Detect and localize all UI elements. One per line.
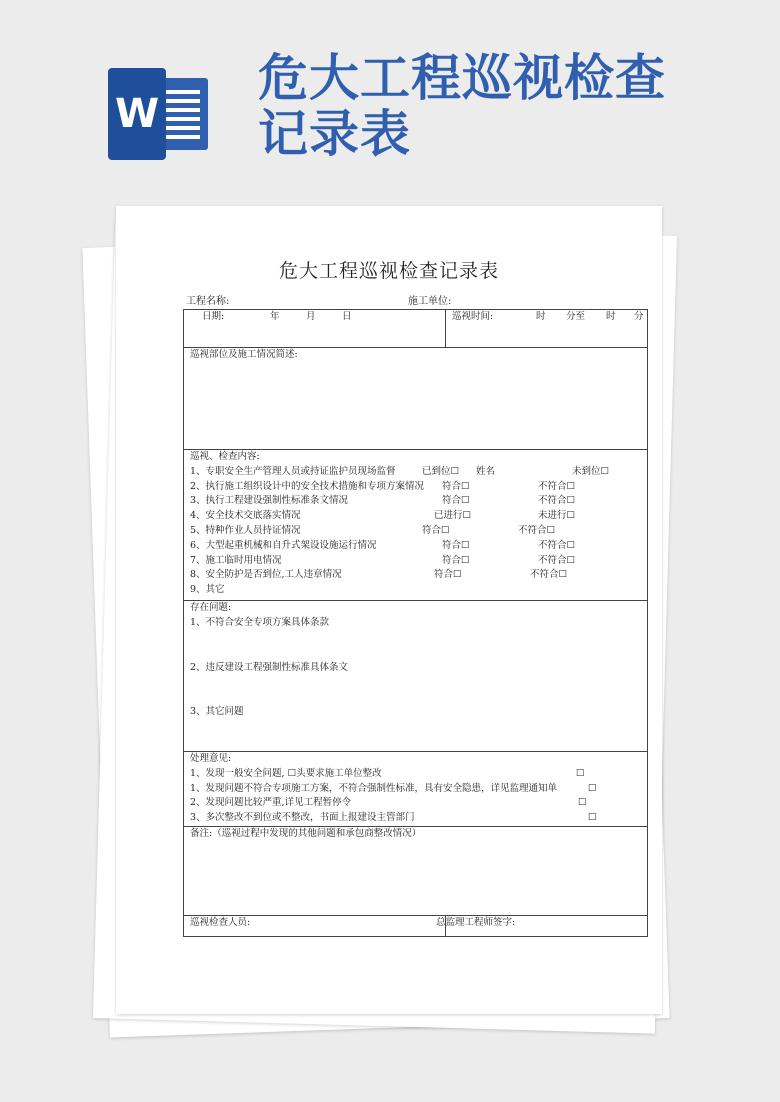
check-heading: 巡视、检查内容: [190,451,260,462]
description-cell [184,348,648,450]
chief-signature-cell [436,915,648,936]
chief-signature-label: 总监理工程师签字: [436,916,516,928]
minute-label: 分 [634,311,644,322]
check-content-cell [184,450,648,601]
handling-item: 2、发现问题比较严重,详见工程暂停令 ☐ [190,796,641,811]
check-item: 9、其它 [190,584,225,596]
issues-heading: 存在问题: [190,602,232,613]
check-item: 2、执行施工组织设计中的安全技术措施和专项方案情况 符合☐ 不符合☐ [190,480,576,492]
minute-to-label: 分至 [566,311,586,322]
inspector-label: 巡视检查人员: [190,916,251,928]
checkbox[interactable]: ☐ [588,782,597,794]
handling-item: 1、发现一般安全问题, ☐头要求施工单位整改 ☐ [190,767,641,782]
inspection-form-table [183,309,648,937]
handling-item: 3、多次整改不到位或不整改，书面上报建设主管部门 ☐ [190,811,641,826]
check-item: 8、安全防护是否到位,工人违章情况 符合☐ 不符合☐ [190,569,568,581]
checkbox[interactable]: ☐ [576,767,585,779]
check-item: 1、专职安全生产管理人员或持证监护员现场监督 已到位☐ 姓名 未到位☐ [190,465,610,477]
checkbox[interactable]: ☐ [578,797,587,809]
check-item: 5、特种作业人员持证情况 符合☐ 不符合☐ [190,524,556,536]
description-label: 巡视部位及施工情况简述: [190,349,298,360]
month-label: 月 [306,311,316,322]
check-item: 4、安全技术交底落实情况 已进行☐ 未进行☐ [190,510,576,522]
handling-item: 1、发现问题不符合专项施工方案，不符合强制性标准，具有安全隐患，详见监理通知单 ☐ [190,782,641,797]
patrol-time-cell [446,310,648,348]
date-cell [184,310,446,348]
handling-heading: 处理意见: [190,753,232,764]
issue-item: 3、其它问题 [190,706,244,718]
day-label: 日 [342,311,352,322]
checkbox[interactable]: ☐ [588,812,597,824]
issue-item: 1、不符合安全专项方案具体条款 [190,616,330,628]
page-title: 危大工程巡视检查记录表 [258,48,666,163]
handling-cell [184,752,648,827]
year-label: 年 [270,311,280,322]
project-name-label: 工程名称: [186,296,230,307]
inspector-cell [184,915,446,936]
check-item: 3、执行工程建设强制性标准条文情况 符合☐ 不符合☐ [190,495,576,507]
patrol-time-label: 巡视时间: [452,311,494,322]
document-title: 危大工程巡视检查记录表 [278,260,499,282]
remarks-label: 备注:（巡视过程中发现的其他问题和承包商整改情况） [190,827,422,839]
remarks-cell [184,826,648,915]
check-item: 7、施工临时用电情况 符合☐ 不符合☐ [190,554,576,566]
check-item: 6、大型起重机械和自升式架设设施运行情况 符合☐ 不符合☐ [190,539,576,551]
hour-label-2: 时 [606,311,616,322]
issues-cell [184,601,648,752]
hour-label-1: 时 [536,311,546,322]
word-icon: W [108,68,208,160]
date-label: 日期: [202,311,225,322]
issue-item: 2、违反建设工程强制性标准具体条文 [190,661,349,673]
construction-unit-label: 施工单位: [408,296,452,307]
